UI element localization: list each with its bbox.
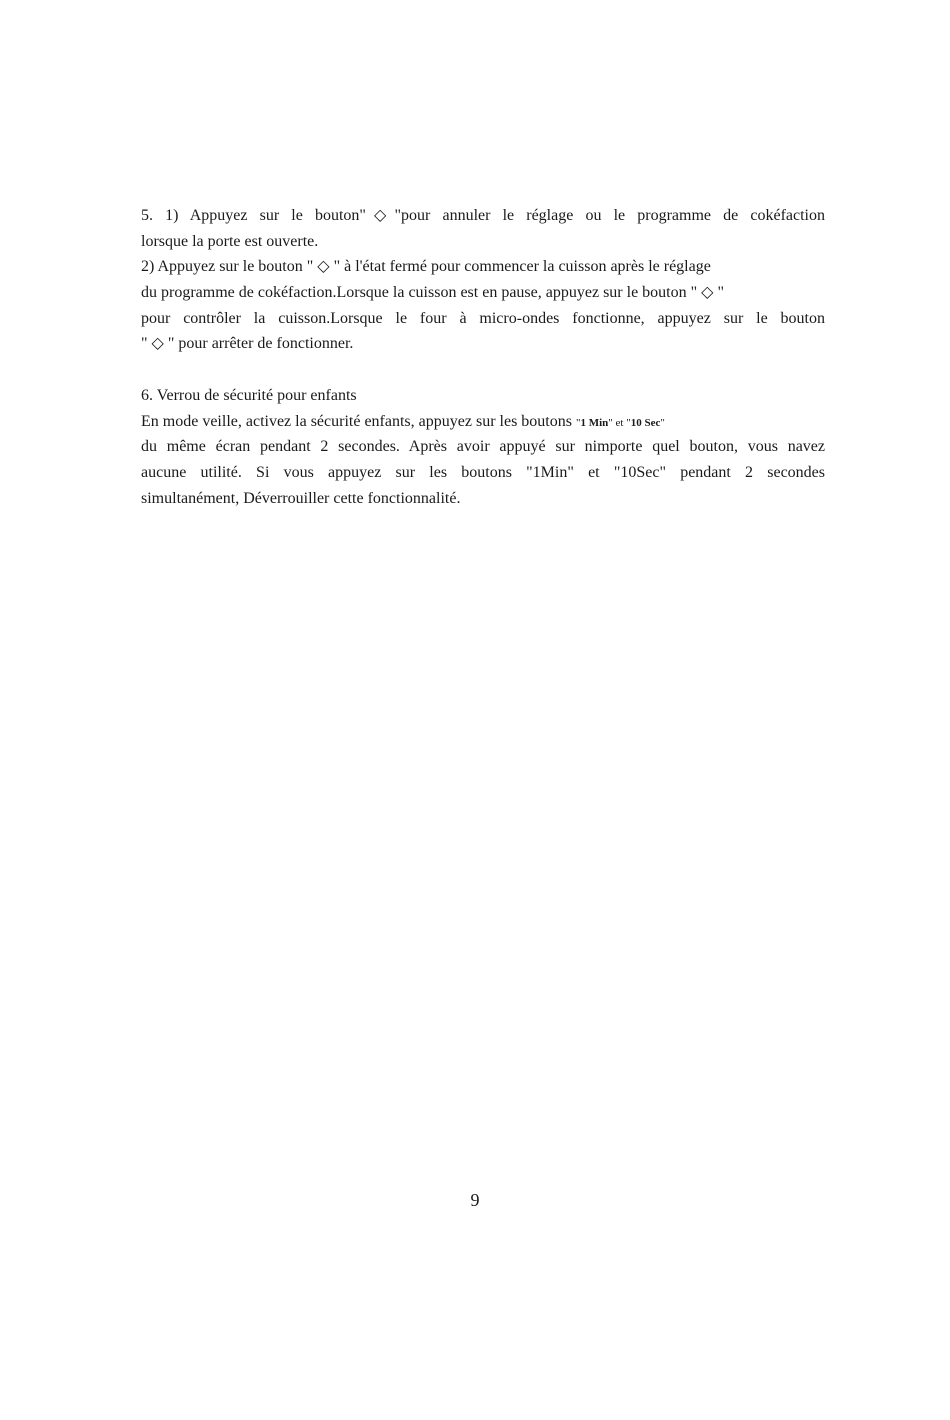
quote-open: "	[575, 416, 581, 429]
paragraph-spacer	[141, 357, 825, 383]
section-5-line-3: 2) Appuyez sur le bouton " ◇ " à l'état fermé pour commencer la cuisson après le réglage	[141, 258, 711, 276]
section-5	[141, 203, 825, 357]
section-6-line-3: aucune utilité. Si vous appuyez sur les boutons "1Min" et "10Sec" pendant 2 secondes	[141, 463, 825, 481]
quote-middle: " et "	[608, 416, 631, 429]
button-label-10sec: 10 Sec	[630, 416, 661, 429]
section-5-line-1: 5. 1) Appuyez sur le bouton"◇"pour annuler le réglage ou le programme de cokéfaction	[141, 207, 825, 224]
document-body	[141, 203, 825, 511]
section-6-line-4: simultanément, Déverrouiller cette fonctionnalité.	[141, 489, 461, 507]
section-5-line-2: lorsque la porte est ouverte.	[141, 232, 319, 250]
section-5-line-5: pour contrôler la cuisson.Lorsque le four à micro-ondes fonctionne, appuyez sur le bouton	[141, 309, 825, 327]
section-6	[141, 383, 825, 511]
section-6-line-2: du même écran pendant 2 secondes. Après avoir appuyé sur nimporte quel bouton, vous navez	[141, 438, 825, 456]
section-6-title: 6. Verrou de sécurité pour enfants	[141, 386, 357, 404]
section-5-line-4: du programme de cokéfaction.Lorsque la cuisson est en pause, appuyez sur le bouton " ◇ "	[141, 284, 724, 302]
section-5-line-6: " ◇ " pour arrêter de fonctionner.	[141, 335, 354, 353]
section-6-line-1	[141, 409, 825, 435]
button-label-1min: 1 Min	[580, 416, 609, 429]
section-6-line-1-text: En mode veille, activez la sécurité enfants, appuyez sur les boutons	[141, 412, 576, 430]
quote-close: "	[660, 416, 665, 429]
page-number: 9	[470, 1190, 480, 1210]
